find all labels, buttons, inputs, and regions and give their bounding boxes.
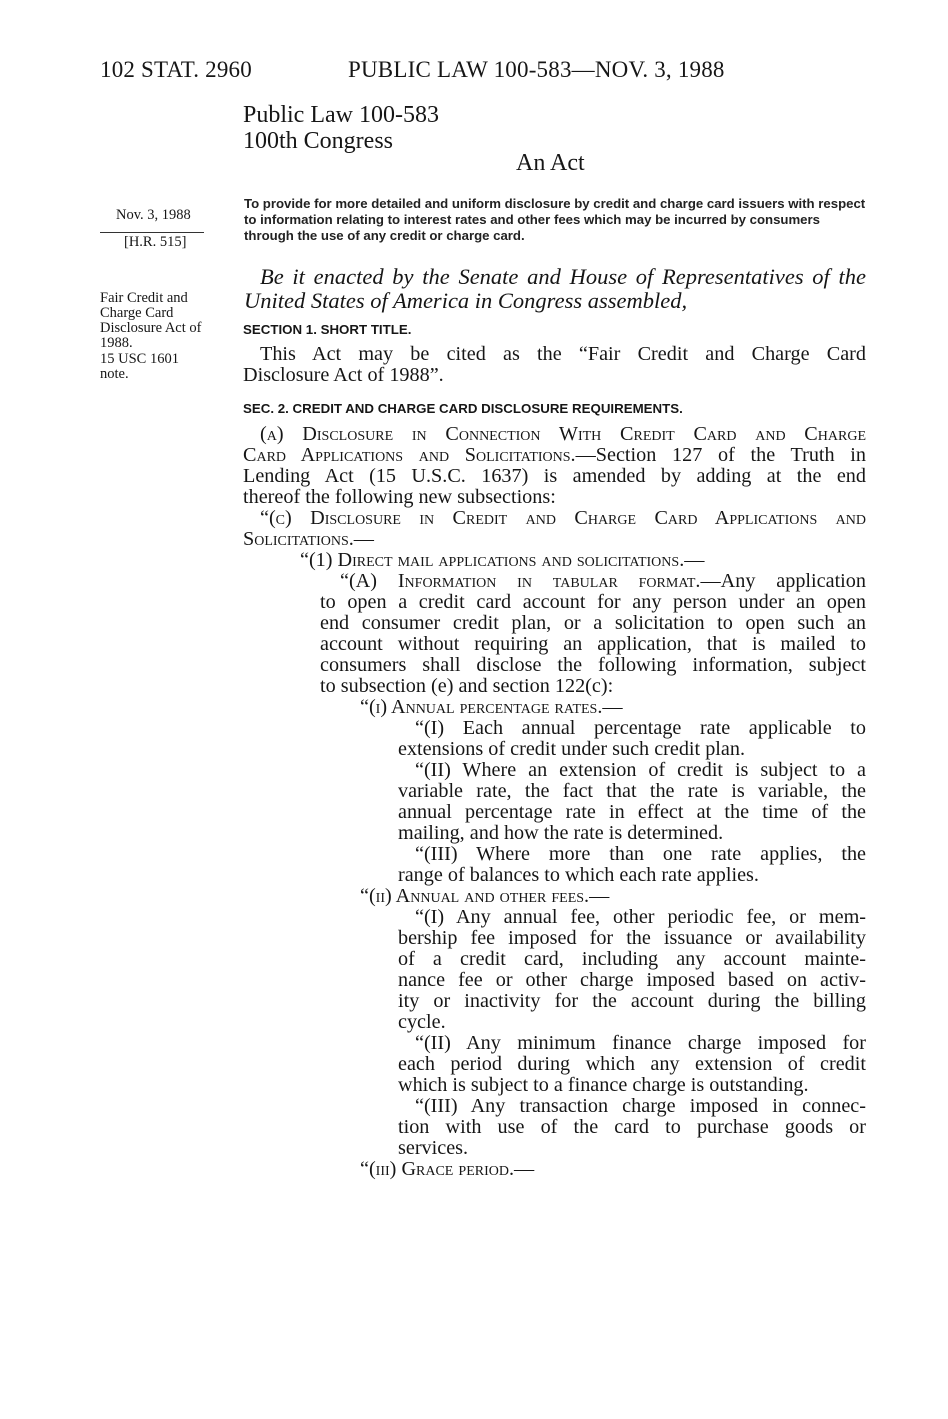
section-1-line-1: This Act may be cited as the “Fair Credit and Charge Card — [260, 343, 866, 365]
clause-ii-III-line-1: “(III) Any transaction charge imposed in connec- — [415, 1095, 866, 1117]
act-purpose: To provide for more detailed and uniform disclosure by credit and charge card issuers with respect to information relating to interest rates and other fees which may be incurred by consumers through the use of any credit or charge card. — [244, 196, 866, 243]
subsection-a-line-2 — [243, 444, 866, 467]
margin-bill-number: [H.R. 515] — [124, 234, 187, 250]
enacting-clause — [244, 265, 866, 313]
clause-ii-I-line-1: “(I) Any annual fee, other periodic fee, or mem- — [415, 906, 866, 928]
section-1-line-2: Disclosure Act of 1988”. — [243, 364, 444, 386]
running-head-law: PUBLIC LAW 100-583—NOV. 3, 1988 — [348, 57, 725, 82]
margin-short-title-4: 1988. — [100, 335, 133, 351]
clause-i-heading: “(i) Annual percentage rates.— — [360, 696, 623, 718]
clause-i-I-line-1: “(I) Each annual percentage rate applicable to — [415, 717, 866, 739]
subparagraph-A-line-2: to open a credit card account for any person under an open — [320, 591, 866, 613]
clause-ii-I-line-5: ity or inactivity for the account during the billing — [398, 990, 866, 1012]
subparagraph-A-line-4: account without requiring an application, that is mailed to — [320, 633, 866, 655]
clause-ii-III-line-3: services. — [398, 1137, 469, 1159]
an-act-heading: An Act — [516, 150, 585, 176]
clause-ii-II-line-2: each period during which any extension of credit — [398, 1053, 866, 1075]
subparagraph-A-line-6: to subsection (e) and section 122(c): — [320, 675, 614, 697]
margin-usc-citation: 15 USC 1601 — [100, 351, 179, 367]
enacting-clause-line-2: United States of America in Congress assembled, — [244, 288, 688, 313]
clause-ii-I-line-3: of a credit card, including any account mainte- — [398, 948, 866, 970]
clause-iii-heading: “(iii) Grace period.— — [360, 1158, 535, 1180]
margin-rule — [100, 232, 204, 233]
subparagraph-A-text-start: —Any application — [700, 570, 866, 592]
margin-usc-note: note. — [100, 366, 129, 382]
running-head-stat: 102 STAT. 2960 — [100, 57, 252, 82]
section-1-heading: SECTION 1. SHORT TITLE. — [243, 322, 412, 337]
subsection-c-line-2: Solicitations.— — [243, 528, 374, 550]
clause-i-III-line-2: range of balances to which each rate applies. — [398, 864, 759, 886]
clause-ii-I-line-2: bership fee imposed for the issuance or availability — [398, 927, 866, 949]
subparagraph-A-line-3: end consumer credit plan, or a solicitation to open such an — [320, 612, 866, 634]
clause-ii-II-line-1: “(II) Any minimum finance charge imposed for — [415, 1032, 866, 1054]
clause-i-II-line-4: mailing, and how the rate is determined. — [398, 822, 724, 844]
subsection-a-text-start: —Section 127 of the Truth in — [575, 444, 866, 466]
subsection-a-heading-end: Card Applications and Solicitations. — [243, 444, 576, 466]
clause-i-I-line-2: extensions of credit under such credit plan. — [398, 738, 746, 760]
clause-i-II-line-2: variable rate, the fact that the rate is variable, the — [398, 780, 866, 802]
enacting-clause-line-1: Be it enacted by the Senate and House of Representatives of the — [260, 264, 866, 289]
clause-ii-heading: “(ii) Annual and other fees.— — [360, 885, 610, 907]
clause-ii-I-line-4: nance fee or other charge imposed based on activ- — [398, 969, 866, 991]
congress-number: 100th Congress — [243, 128, 393, 154]
subparagraph-A-heading: “(A) Information in tabular format. — [340, 570, 701, 592]
subparagraph-A-line-5: consumers shall disclose the following information, subject — [320, 654, 866, 676]
margin-short-title-2: Charge Card — [100, 305, 174, 321]
clause-i-II-line-1: “(II) Where an extension of credit is subject to a — [415, 759, 866, 781]
margin-short-title-3: Disclosure Act of — [100, 320, 202, 336]
clause-i-III-line-1: “(III) Where more than one rate applies, the — [415, 843, 866, 865]
clause-ii-II-line-3: which is subject to a finance charge is outstanding. — [398, 1074, 809, 1096]
subsection-a-line-4: thereof the following new subsections: — [243, 486, 556, 508]
clause-ii-I-line-6: cycle. — [398, 1011, 446, 1033]
subsection-c-line-1: “(c) Disclosure in Credit and Charge Card Applications and — [260, 507, 866, 529]
section-2-heading: SEC. 2. CREDIT AND CHARGE CARD DISCLOSURE REQUIREMENTS. — [243, 401, 683, 416]
subsection-a-line-1: (a) Disclosure in Connection With Credit Card and Charge — [260, 423, 866, 445]
margin-short-title-1: Fair Credit and — [100, 290, 188, 306]
subsection-a-line-3: Lending Act (15 U.S.C. 1637) is amended by adding at the end — [243, 465, 866, 487]
margin-date: Nov. 3, 1988 — [116, 207, 191, 223]
clause-ii-III-line-2: tion with use of the card to purchase goods or — [398, 1116, 866, 1138]
clause-i-II-line-3: annual percentage rate in effect at the time of the — [398, 801, 866, 823]
subparagraph-A-line-1 — [340, 570, 866, 593]
paragraph-1-heading: “(1) Direct mail applications and solicitations.— — [300, 549, 705, 571]
public-law-number: Public Law 100-583 — [243, 102, 439, 128]
